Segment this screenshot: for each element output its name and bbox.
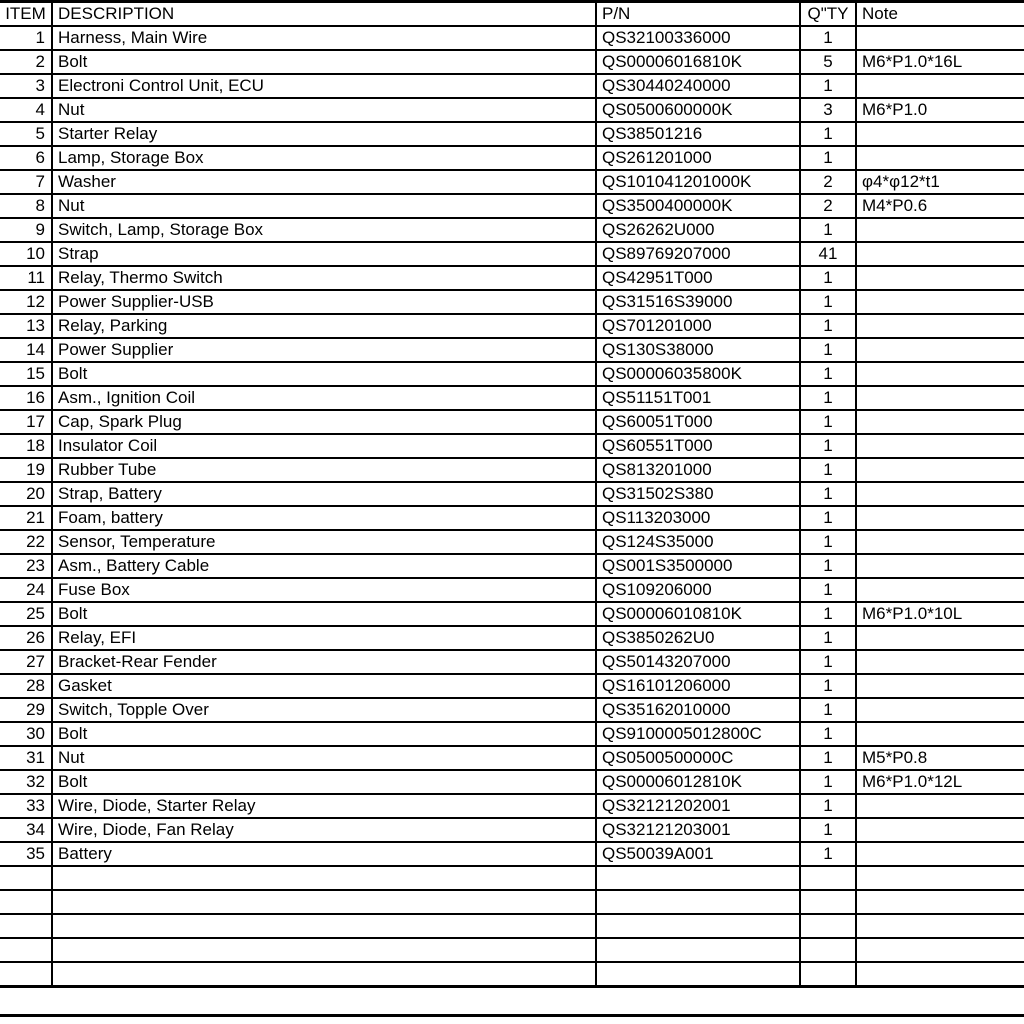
cell-qty: 1 (800, 338, 856, 362)
table-row (0, 74, 1024, 98)
cell-item: 5 (0, 122, 52, 146)
table-row (0, 386, 1024, 410)
cell-item: 9 (0, 218, 52, 242)
cell-description (52, 890, 596, 914)
cell-pn: QS50039A001 (596, 842, 800, 866)
cell-description: Fuse Box (52, 578, 596, 602)
cell-note (856, 314, 1024, 338)
cell-description: Bracket-Rear Fender (52, 650, 596, 674)
cell-description: Washer (52, 170, 596, 194)
cell-note: M5*P0.8 (856, 746, 1024, 770)
cell-description: Nut (52, 194, 596, 218)
cell-item: 26 (0, 626, 52, 650)
cell-note: M6*P1.0*12L (856, 770, 1024, 794)
cell-pn: QS30440240000 (596, 74, 800, 98)
cell-description: Bolt (52, 50, 596, 74)
table-row (0, 890, 1024, 914)
cell-note (856, 74, 1024, 98)
cell-pn: QS16101206000 (596, 674, 800, 698)
cell-qty: 1 (800, 674, 856, 698)
cell-pn: QS00006010810K (596, 602, 800, 626)
cell-qty: 1 (800, 722, 856, 746)
table-body (0, 26, 1024, 986)
cell-pn (596, 962, 800, 986)
cell-note (856, 674, 1024, 698)
table-row (0, 170, 1024, 194)
cell-item: 24 (0, 578, 52, 602)
cell-item: 18 (0, 434, 52, 458)
table-row (0, 794, 1024, 818)
cell-pn: QS35162010000 (596, 698, 800, 722)
cell-note (856, 218, 1024, 242)
cell-qty: 1 (800, 554, 856, 578)
cell-description: Wire, Diode, Fan Relay (52, 818, 596, 842)
cell-pn: QS101041201000K (596, 170, 800, 194)
cell-note (856, 914, 1024, 938)
cell-description: Bolt (52, 362, 596, 386)
cell-qty (800, 962, 856, 986)
table-row (0, 650, 1024, 674)
table-row (0, 914, 1024, 938)
cell-item: 23 (0, 554, 52, 578)
table-row (0, 818, 1024, 842)
cell-note: φ4*φ12*t1 (856, 170, 1024, 194)
cell-pn: QS261201000 (596, 146, 800, 170)
table-row (0, 458, 1024, 482)
table-row (0, 122, 1024, 146)
cell-pn: QS0500500000C (596, 746, 800, 770)
cell-note (856, 434, 1024, 458)
table-row (0, 98, 1024, 122)
table-row (0, 218, 1024, 242)
cell-qty (800, 890, 856, 914)
cell-item: 33 (0, 794, 52, 818)
table-row (0, 770, 1024, 794)
table-row (0, 962, 1024, 986)
cell-note (856, 578, 1024, 602)
cell-qty: 1 (800, 266, 856, 290)
cell-pn: QS3850262U0 (596, 626, 800, 650)
cell-description: Relay, Parking (52, 314, 596, 338)
cell-pn: QS001S3500000 (596, 554, 800, 578)
table-header (0, 2, 1024, 27)
cell-pn: QS113203000 (596, 506, 800, 530)
cell-pn: QS0500600000K (596, 98, 800, 122)
cell-item: 20 (0, 482, 52, 506)
cell-item: 30 (0, 722, 52, 746)
cell-qty (800, 866, 856, 890)
cell-pn: QS51151T001 (596, 386, 800, 410)
cell-note (856, 866, 1024, 890)
cell-qty: 1 (800, 458, 856, 482)
table-row (0, 938, 1024, 962)
cell-description: Bolt (52, 722, 596, 746)
cell-item: 27 (0, 650, 52, 674)
table-row (0, 410, 1024, 434)
cell-note (856, 482, 1024, 506)
column-header-pn: P/N (596, 2, 800, 27)
cell-item: 3 (0, 74, 52, 98)
cell-note (856, 266, 1024, 290)
cell-qty: 1 (800, 770, 856, 794)
footer-strip (0, 988, 1024, 1017)
cell-description: Cap, Spark Plug (52, 410, 596, 434)
table-row (0, 194, 1024, 218)
cell-qty: 1 (800, 218, 856, 242)
table-row (0, 314, 1024, 338)
cell-pn (596, 914, 800, 938)
cell-description: Power Supplier-USB (52, 290, 596, 314)
cell-item: 7 (0, 170, 52, 194)
cell-note (856, 146, 1024, 170)
cell-pn: QS60551T000 (596, 434, 800, 458)
cell-note (856, 386, 1024, 410)
cell-qty: 5 (800, 50, 856, 74)
cell-item: 32 (0, 770, 52, 794)
cell-pn: QS00006035800K (596, 362, 800, 386)
cell-qty: 1 (800, 650, 856, 674)
cell-item: 22 (0, 530, 52, 554)
cell-description: Rubber Tube (52, 458, 596, 482)
cell-qty: 1 (800, 530, 856, 554)
cell-item: 4 (0, 98, 52, 122)
cell-pn: QS31502S380 (596, 482, 800, 506)
cell-description: Battery (52, 842, 596, 866)
table-row (0, 242, 1024, 266)
cell-description: Nut (52, 746, 596, 770)
table-row (0, 26, 1024, 50)
cell-note: M6*P1.0 (856, 98, 1024, 122)
cell-description: Relay, Thermo Switch (52, 266, 596, 290)
cell-description: Nut (52, 98, 596, 122)
cell-qty: 1 (800, 482, 856, 506)
cell-note (856, 698, 1024, 722)
cell-pn: QS00006012810K (596, 770, 800, 794)
cell-qty: 1 (800, 74, 856, 98)
table-row (0, 530, 1024, 554)
cell-note (856, 242, 1024, 266)
cell-qty: 1 (800, 386, 856, 410)
cell-note (856, 818, 1024, 842)
column-header-note: Note (856, 2, 1024, 27)
cell-qty: 1 (800, 290, 856, 314)
cell-qty: 1 (800, 146, 856, 170)
cell-qty (800, 914, 856, 938)
cell-item (0, 890, 52, 914)
cell-qty: 1 (800, 410, 856, 434)
cell-qty: 1 (800, 122, 856, 146)
cell-note (856, 410, 1024, 434)
cell-qty: 1 (800, 794, 856, 818)
cell-qty: 1 (800, 314, 856, 338)
cell-note: M6*P1.0*16L (856, 50, 1024, 74)
table-row (0, 674, 1024, 698)
table-row (0, 746, 1024, 770)
cell-description (52, 938, 596, 962)
cell-note (856, 626, 1024, 650)
cell-item: 21 (0, 506, 52, 530)
cell-item: 13 (0, 314, 52, 338)
cell-pn (596, 866, 800, 890)
cell-pn: QS00006016810K (596, 50, 800, 74)
cell-item (0, 962, 52, 986)
cell-qty: 1 (800, 602, 856, 626)
cell-note (856, 842, 1024, 866)
header-row (0, 2, 1024, 27)
cell-note: M6*P1.0*10L (856, 602, 1024, 626)
cell-qty (800, 938, 856, 962)
cell-qty: 1 (800, 842, 856, 866)
cell-pn: QS38501216 (596, 122, 800, 146)
table-row (0, 842, 1024, 866)
cell-note (856, 26, 1024, 50)
cell-item: 8 (0, 194, 52, 218)
table-row (0, 722, 1024, 746)
cell-item: 15 (0, 362, 52, 386)
cell-item: 35 (0, 842, 52, 866)
cell-pn: QS3500400000K (596, 194, 800, 218)
cell-pn: QS32100336000 (596, 26, 800, 50)
cell-qty: 1 (800, 746, 856, 770)
table-row (0, 602, 1024, 626)
cell-qty: 1 (800, 506, 856, 530)
cell-item (0, 866, 52, 890)
cell-qty: 3 (800, 98, 856, 122)
cell-item: 2 (0, 50, 52, 74)
cell-qty: 1 (800, 818, 856, 842)
cell-description: Wire, Diode, Starter Relay (52, 794, 596, 818)
cell-description: Bolt (52, 770, 596, 794)
cell-pn: QS130S38000 (596, 338, 800, 362)
cell-description: Strap, Battery (52, 482, 596, 506)
cell-qty: 1 (800, 698, 856, 722)
cell-qty: 1 (800, 578, 856, 602)
cell-item: 28 (0, 674, 52, 698)
cell-item: 11 (0, 266, 52, 290)
cell-description: Electroni Control Unit, ECU (52, 74, 596, 98)
cell-description (52, 962, 596, 986)
cell-note (856, 530, 1024, 554)
cell-item: 14 (0, 338, 52, 362)
table-row (0, 578, 1024, 602)
cell-description: Power Supplier (52, 338, 596, 362)
column-header-description: DESCRIPTION (52, 2, 596, 27)
cell-note (856, 938, 1024, 962)
cell-note (856, 458, 1024, 482)
table-row (0, 554, 1024, 578)
cell-item: 29 (0, 698, 52, 722)
cell-item: 19 (0, 458, 52, 482)
cell-pn: QS50143207000 (596, 650, 800, 674)
cell-description: Insulator Coil (52, 434, 596, 458)
cell-qty: 2 (800, 194, 856, 218)
cell-note (856, 506, 1024, 530)
cell-description: Foam, battery (52, 506, 596, 530)
cell-pn (596, 890, 800, 914)
cell-pn: QS42951T000 (596, 266, 800, 290)
table-row (0, 362, 1024, 386)
cell-note (856, 962, 1024, 986)
cell-note (856, 362, 1024, 386)
cell-description: Sensor, Temperature (52, 530, 596, 554)
cell-item: 12 (0, 290, 52, 314)
cell-item: 1 (0, 26, 52, 50)
table-row (0, 50, 1024, 74)
cell-qty: 2 (800, 170, 856, 194)
table-row (0, 866, 1024, 890)
cell-item: 31 (0, 746, 52, 770)
cell-item: 10 (0, 242, 52, 266)
cell-item (0, 914, 52, 938)
cell-description: Starter Relay (52, 122, 596, 146)
table-row (0, 146, 1024, 170)
table-row (0, 626, 1024, 650)
cell-pn: QS31516S39000 (596, 290, 800, 314)
cell-note: M4*P0.6 (856, 194, 1024, 218)
cell-item: 34 (0, 818, 52, 842)
cell-item: 16 (0, 386, 52, 410)
table-row (0, 266, 1024, 290)
table-row (0, 698, 1024, 722)
table-row (0, 338, 1024, 362)
cell-description: Strap (52, 242, 596, 266)
cell-item: 25 (0, 602, 52, 626)
cell-pn: QS89769207000 (596, 242, 800, 266)
cell-pn (596, 938, 800, 962)
cell-pn: QS813201000 (596, 458, 800, 482)
cell-description: Switch, Topple Over (52, 698, 596, 722)
cell-description: Harness, Main Wire (52, 26, 596, 50)
table-row (0, 482, 1024, 506)
cell-description (52, 866, 596, 890)
cell-qty: 1 (800, 26, 856, 50)
cell-item: 6 (0, 146, 52, 170)
cell-pn: QS701201000 (596, 314, 800, 338)
table-row (0, 434, 1024, 458)
cell-description: Asm., Ignition Coil (52, 386, 596, 410)
cell-description: Gasket (52, 674, 596, 698)
cell-pn: QS124S35000 (596, 530, 800, 554)
cell-note (856, 890, 1024, 914)
cell-pn: QS32121203001 (596, 818, 800, 842)
table-row (0, 290, 1024, 314)
cell-description (52, 914, 596, 938)
column-header-qty: Q"TY (800, 2, 856, 27)
cell-pn: QS32121202001 (596, 794, 800, 818)
cell-note (856, 290, 1024, 314)
cell-pn: QS109206000 (596, 578, 800, 602)
cell-description: Relay, EFI (52, 626, 596, 650)
cell-qty: 1 (800, 626, 856, 650)
table-row (0, 506, 1024, 530)
cell-note (856, 554, 1024, 578)
cell-pn: QS26262U000 (596, 218, 800, 242)
cell-description: Bolt (52, 602, 596, 626)
cell-description: Lamp, Storage Box (52, 146, 596, 170)
cell-note (856, 794, 1024, 818)
cell-pn: QS60051T000 (596, 410, 800, 434)
cell-note (856, 338, 1024, 362)
column-header-item: ITEM (0, 2, 52, 27)
cell-description: Switch, Lamp, Storage Box (52, 218, 596, 242)
cell-qty: 1 (800, 434, 856, 458)
cell-description: Asm., Battery Cable (52, 554, 596, 578)
cell-note (856, 122, 1024, 146)
cell-note (856, 722, 1024, 746)
cell-pn: QS9100005012800C (596, 722, 800, 746)
cell-note (856, 650, 1024, 674)
cell-item (0, 938, 52, 962)
cell-item: 17 (0, 410, 52, 434)
cell-qty: 41 (800, 242, 856, 266)
cell-qty: 1 (800, 362, 856, 386)
